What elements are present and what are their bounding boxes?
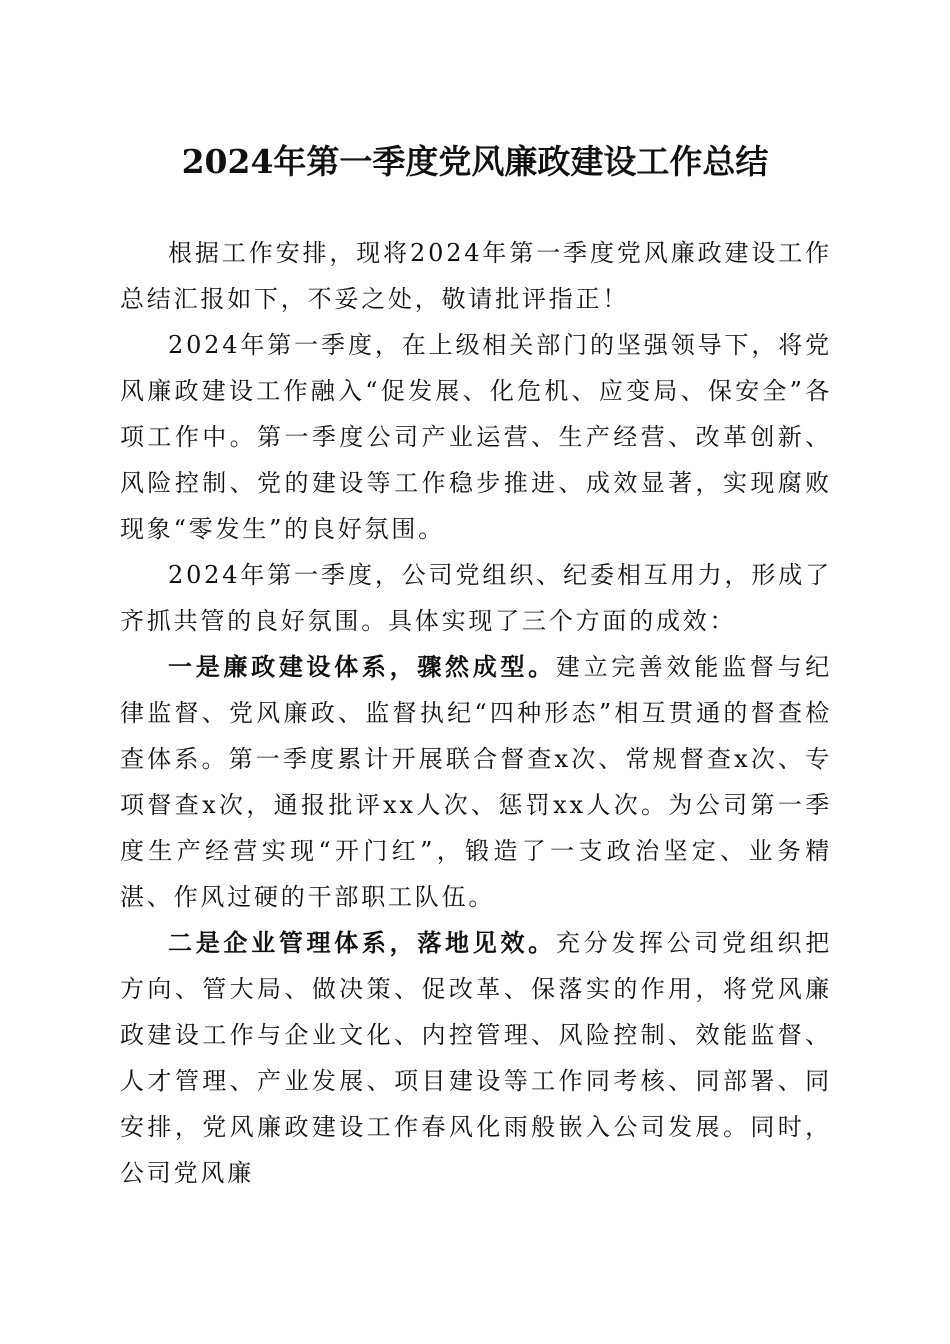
paragraph-intro: [120, 230, 832, 322]
document-body: [120, 230, 832, 1196]
paragraph-text: 2024年第一季度，在上级相关部门的坚强领导下，将党风廉政建设工作融入“促发展、化危机、应变局、保安全”各项工作中。第一季度公司产业运营、生产经营、改革创新、风险控制、党的建设等工作稳步推进、成效显著，实现腐败现象“零发生”的良好氛围。: [120, 331, 832, 543]
paragraph-summary: [120, 552, 832, 644]
paragraph-text: 2024年第一季度，公司党组织、纪委相互用力，形成了齐抓共管的良好氛围。具体实现了三个方面的成效：: [120, 561, 832, 635]
paragraph-lead: 二是企业管理体系，落地见效。: [168, 928, 556, 957]
paragraph-point-one: [120, 644, 832, 920]
paragraph-text: 建立完善效能监督与纪律监督、党风廉政、监督执纪“四种形态”相互贯通的督查检查体系。第一季度累计开展联合督查x次、常规督查x次、专项督查x次，通报批评xx人次、惩罚xx人次。为公司第一季度生产经营实现“开门红”，锻造了一支政治坚定、业务精湛、作风过硬的干部职工队伍。: [120, 653, 832, 911]
document-title: 2024年第一季度党风廉政建设工作总结: [181, 142, 769, 181]
paragraph-lead: 一是廉政建设体系，骤然成型。: [168, 652, 556, 681]
paragraph-text: 充分发挥公司党组织把方向、管大局、做决策、促改革、保落实的作用，将党风廉政建设工作与企业文化、内控管理、风险控制、效能监督、人才管理、产业发展、项目建设等工作同考核、同部署、同安排，党风廉政建设工作春风化雨般嵌入公司发展。同时，公司党风廉: [120, 929, 832, 1187]
paragraph-text: 根据工作安排，现将2024年第一季度党风廉政建设工作总结汇报如下，不妥之处，敬请批评指正！: [120, 239, 832, 313]
paragraph-overview: [120, 322, 832, 552]
paragraph-point-two: [120, 920, 832, 1196]
